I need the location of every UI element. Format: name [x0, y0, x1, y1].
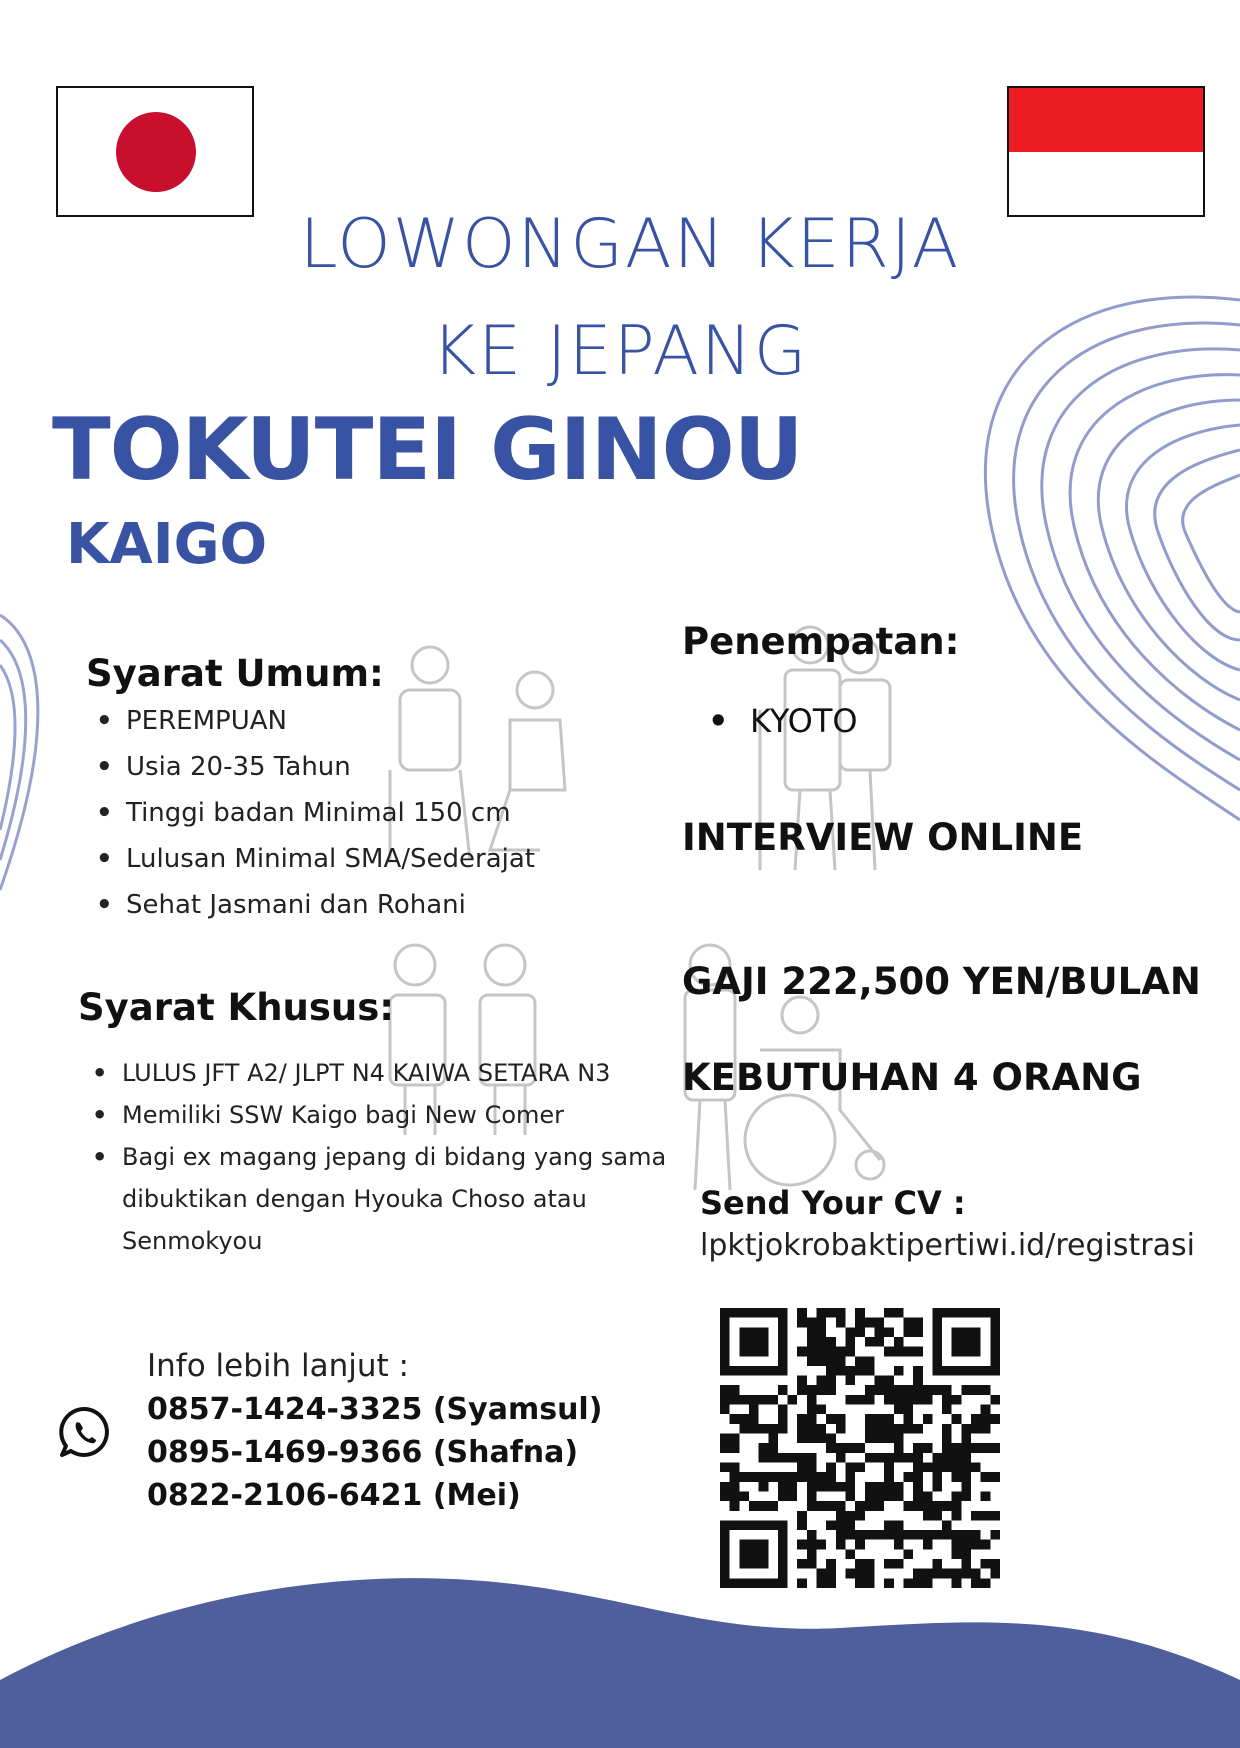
syarat-umum-list — [88, 698, 535, 928]
list-item: • LULUS JFT A2/ JLPT N4 KAIWA SETARA N3 — [92, 1059, 611, 1087]
syarat-khusus-heading: Syarat Khusus: — [78, 986, 395, 1029]
syarat-umum-heading: Syarat Umum: — [86, 652, 384, 695]
list-item-continuation: dibuktikan dengan Hyouka Choso atau — [122, 1185, 587, 1213]
headcount: KEBUTUHAN 4 ORANG — [682, 1056, 1142, 1099]
list-item: • Lulusan Minimal SMA/Sederajat — [96, 844, 535, 874]
penempatan-list — [700, 696, 858, 746]
info-label: Info lebih lanjut : — [147, 1348, 409, 1384]
program-title: TOKUTEI GINOU — [52, 400, 803, 500]
list-item: • Sehat Jasmani dan Rohani — [96, 890, 466, 920]
japan-flag-icon — [56, 86, 254, 217]
list-item-continuation: Senmokyou — [122, 1227, 263, 1255]
list-item: • Bagi ex magang jepang di bidang yang sama — [92, 1143, 667, 1171]
registration-link[interactable]: lpktjokrobaktipertiwi.id/registrasi — [700, 1228, 1195, 1263]
salary: GAJI 222,500 YEN/BULAN — [682, 960, 1201, 1003]
title-line-1: LOWONGAN KERJA — [299, 205, 961, 284]
bottom-wave — [0, 1540, 1240, 1748]
list-item: • Memiliki SSW Kaigo bagi New Comer — [92, 1101, 565, 1129]
penempatan-heading: Penempatan: — [682, 620, 960, 663]
send-cv-heading: Send Your CV : — [700, 1184, 966, 1222]
phone-mei[interactable]: 0822-2106-6421 (Mei) — [147, 1478, 521, 1513]
field-title: KAIGO — [66, 512, 268, 577]
list-item: • Tinggi badan Minimal 150 cm — [96, 798, 511, 828]
list-item: • KYOTO — [708, 702, 858, 740]
phone-shafna[interactable]: 0895-1469-9366 (Shafna) — [147, 1435, 579, 1470]
phone-syamsul[interactable]: 0857-1424-3325 (Syamsul) — [147, 1392, 603, 1427]
qr-code-icon[interactable] — [720, 1308, 1000, 1588]
list-item: • PEREMPUAN — [96, 706, 287, 736]
interview-mode: INTERVIEW ONLINE — [682, 816, 1084, 859]
japan-flag-sun — [116, 112, 196, 192]
indonesia-flag-red-band — [1009, 88, 1203, 152]
list-item: • Usia 20-35 Tahun — [96, 752, 351, 782]
syarat-khusus-list — [84, 1052, 666, 1262]
indonesia-flag-icon — [1007, 86, 1205, 217]
whatsapp-icon — [58, 1405, 112, 1459]
title-line-2: KE JEPANG — [431, 312, 809, 391]
